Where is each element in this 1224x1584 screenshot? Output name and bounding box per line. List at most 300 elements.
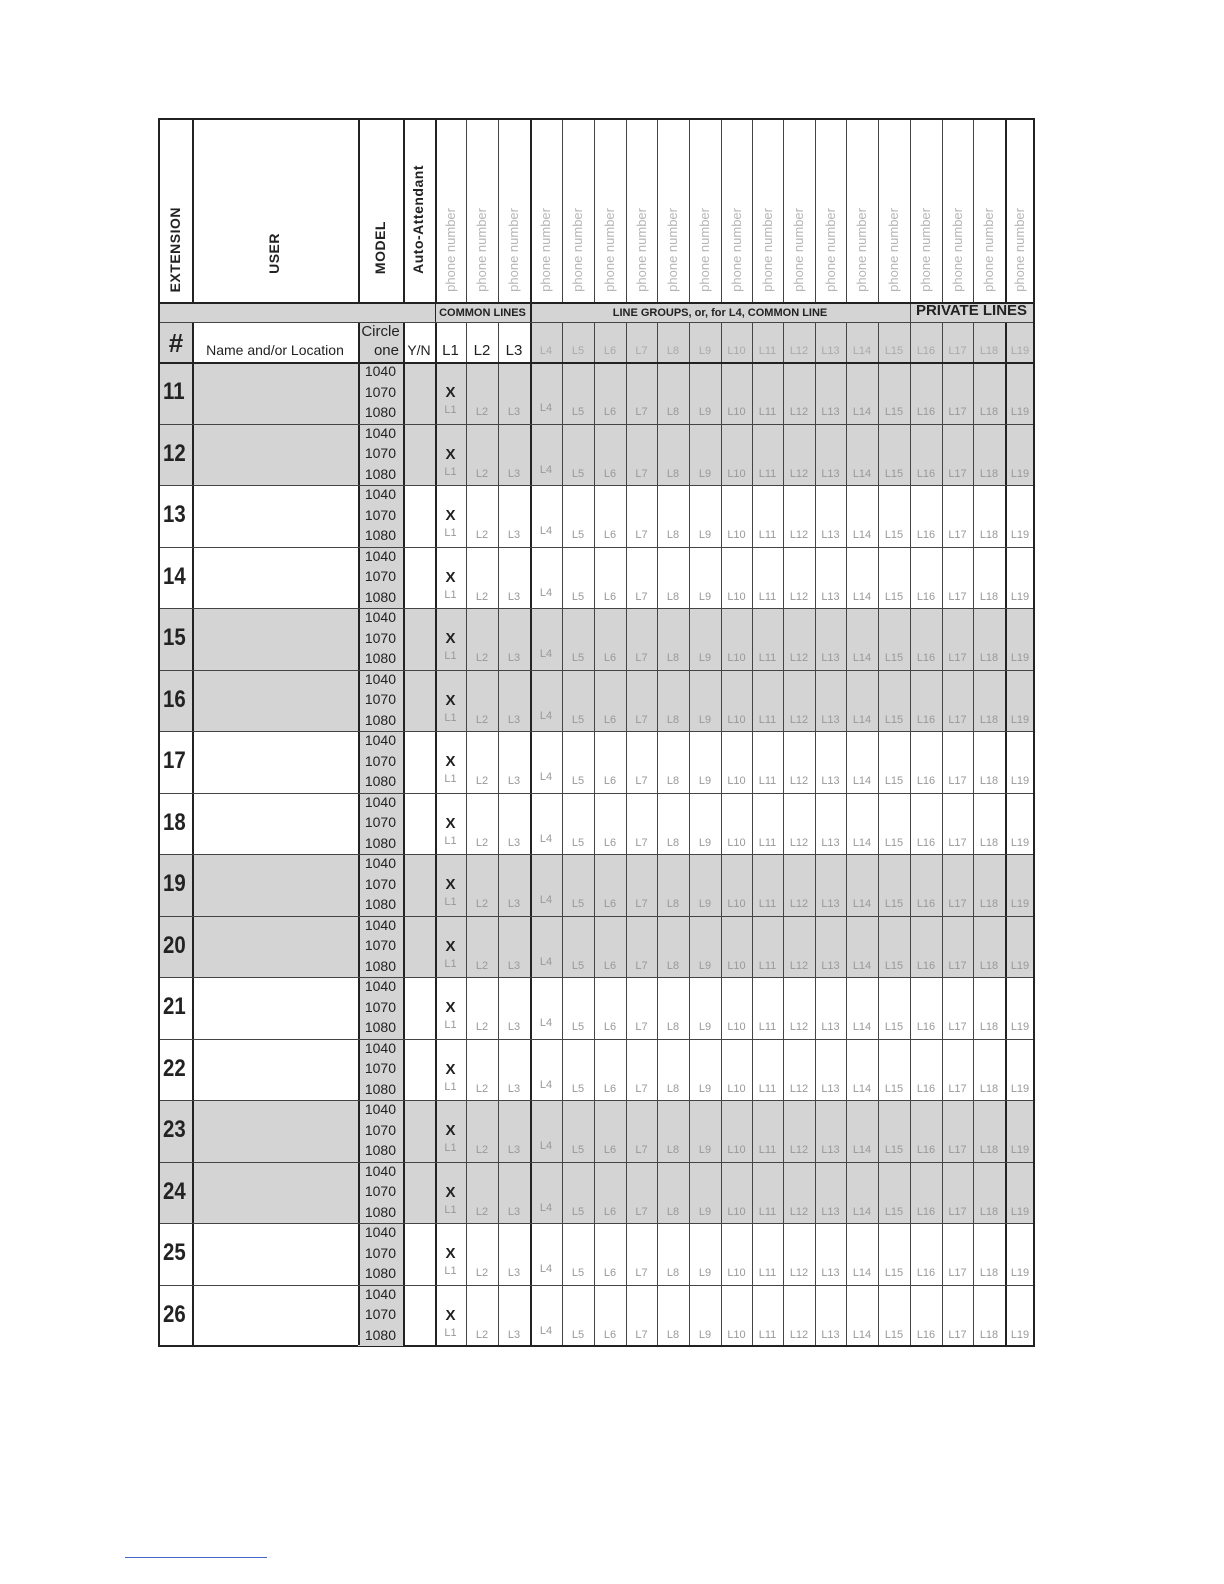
- line-cell-l8[interactable]: L8: [666, 1205, 680, 1218]
- line-cell-l5[interactable]: L5: [571, 713, 585, 726]
- user-name-field[interactable]: [192, 547, 358, 609]
- line-cell-l12[interactable]: L12: [789, 1021, 809, 1033]
- line-cell-l7[interactable]: L7: [635, 713, 648, 726]
- user-name-field[interactable]: [192, 916, 358, 978]
- line-cell-l11[interactable]: L11: [758, 959, 777, 972]
- line-cell-l13[interactable]: L13: [821, 775, 840, 787]
- line-cell-l15[interactable]: L15: [884, 529, 904, 541]
- line-cell-l17[interactable]: L17: [948, 836, 967, 849]
- model-option-1040[interactable]: 1040: [364, 978, 396, 994]
- l1-mark[interactable]: X: [445, 630, 456, 647]
- auto-attendant-field[interactable]: [403, 1162, 435, 1224]
- line-cell-l1[interactable]: L1: [444, 650, 457, 662]
- line-cell-l4[interactable]: L4: [539, 648, 553, 660]
- line-cell-l2[interactable]: L2: [475, 652, 489, 664]
- line-cell-l4[interactable]: L4: [539, 525, 553, 537]
- line-cell-l11[interactable]: L11: [758, 1267, 777, 1279]
- line-cell-l14[interactable]: L14: [852, 1267, 872, 1279]
- line-cell-l2[interactable]: L2: [475, 775, 489, 787]
- line-cell-l10[interactable]: L10: [727, 590, 746, 603]
- line-cell-l13[interactable]: L13: [821, 467, 840, 480]
- line-cell-l3[interactable]: L3: [507, 836, 521, 849]
- line-cell-l3[interactable]: L3: [507, 1082, 521, 1095]
- line-cell-l17[interactable]: L17: [948, 590, 967, 603]
- line-cell-l19[interactable]: L19: [1010, 590, 1030, 603]
- model-option-1080[interactable]: 1080: [364, 1080, 396, 1097]
- line-cell-l6[interactable]: L6: [603, 1205, 617, 1218]
- line-cell-l15[interactable]: L15: [884, 652, 904, 664]
- line-cell-l5[interactable]: L5: [571, 1267, 585, 1279]
- model-option-1080[interactable]: 1080: [364, 711, 396, 728]
- line-cell-l7[interactable]: L7: [635, 1267, 648, 1279]
- line-cell-l16[interactable]: L16: [916, 836, 936, 849]
- model-option-1080[interactable]: 1080: [364, 650, 396, 666]
- line-cell-l10[interactable]: L10: [727, 652, 746, 664]
- line-cell-l13[interactable]: L13: [821, 1021, 840, 1033]
- line-cell-l15[interactable]: L15: [884, 898, 904, 910]
- line-cell-l7[interactable]: L7: [635, 652, 648, 664]
- line-cell-l15[interactable]: L15: [884, 959, 904, 972]
- l1-mark[interactable]: X: [445, 753, 456, 770]
- line-cell-l15[interactable]: L15: [884, 1205, 904, 1218]
- l1-mark[interactable]: X: [445, 1060, 456, 1078]
- line-cell-l7[interactable]: L7: [635, 1021, 648, 1033]
- model-option-1040[interactable]: 1040: [364, 1101, 396, 1117]
- line-cell-l5[interactable]: L5: [571, 1205, 585, 1218]
- model-option-1070[interactable]: 1070: [364, 445, 396, 461]
- line-cell-l6[interactable]: L6: [603, 898, 617, 910]
- line-cell-l8[interactable]: L8: [666, 1267, 680, 1279]
- line-cell-l9[interactable]: L9: [698, 590, 712, 603]
- line-cell-l10[interactable]: L10: [727, 1205, 746, 1218]
- line-cell-l12[interactable]: L12: [789, 775, 809, 787]
- model-option-1080[interactable]: 1080: [364, 1142, 396, 1158]
- line-cell-l4[interactable]: L4: [539, 771, 553, 783]
- line-cell-l8[interactable]: L8: [666, 1328, 680, 1341]
- line-cell-l1[interactable]: L1: [444, 527, 457, 539]
- line-cell-l16[interactable]: L16: [916, 1328, 936, 1341]
- model-option-1080[interactable]: 1080: [364, 834, 396, 851]
- line-cell-l9[interactable]: L9: [698, 775, 712, 787]
- line-cell-l12[interactable]: L12: [789, 1328, 809, 1341]
- line-cell-l5[interactable]: L5: [571, 1082, 585, 1095]
- line-cell-l13[interactable]: L13: [821, 1082, 840, 1095]
- line-cell-l14[interactable]: L14: [852, 1082, 872, 1095]
- line-cell-l18[interactable]: L18: [979, 1267, 999, 1279]
- auto-attendant-field[interactable]: [403, 916, 435, 978]
- line-cell-l9[interactable]: L9: [698, 1267, 712, 1279]
- l1-mark[interactable]: X: [445, 691, 456, 709]
- line-cell-l2[interactable]: L2: [475, 590, 489, 603]
- line-cell-l13[interactable]: L13: [821, 898, 840, 910]
- auto-attendant-field[interactable]: [403, 547, 435, 609]
- line-cell-l16[interactable]: L16: [916, 1082, 936, 1095]
- line-cell-l10[interactable]: L10: [727, 836, 746, 849]
- line-cell-l15[interactable]: L15: [884, 406, 904, 418]
- auto-attendant-field[interactable]: [403, 1285, 435, 1347]
- line-cell-l1[interactable]: L1: [444, 404, 457, 416]
- line-cell-l6[interactable]: L6: [603, 959, 617, 972]
- line-cell-l13[interactable]: L13: [821, 1144, 840, 1156]
- user-name-field[interactable]: [192, 1039, 358, 1101]
- user-name-field[interactable]: [192, 362, 358, 424]
- line-cell-l3[interactable]: L3: [507, 529, 521, 541]
- line-cell-l2[interactable]: L2: [475, 467, 489, 480]
- line-cell-l14[interactable]: L14: [852, 713, 872, 726]
- line-cell-l8[interactable]: L8: [666, 652, 680, 664]
- user-name-field[interactable]: [192, 793, 358, 855]
- line-cell-l9[interactable]: L9: [698, 1021, 712, 1033]
- line-cell-l18[interactable]: L18: [979, 590, 999, 603]
- line-cell-l11[interactable]: L11: [758, 652, 777, 664]
- line-cell-l17[interactable]: L17: [948, 898, 967, 910]
- auto-attendant-field[interactable]: [403, 1223, 435, 1285]
- line-cell-l7[interactable]: L7: [635, 959, 648, 972]
- l1-mark[interactable]: X: [445, 568, 456, 586]
- line-cell-l5[interactable]: L5: [571, 898, 585, 910]
- line-cell-l4[interactable]: L4: [539, 832, 553, 845]
- line-cell-l4[interactable]: L4: [539, 955, 553, 968]
- line-cell-l2[interactable]: L2: [475, 1328, 489, 1341]
- line-cell-l2[interactable]: L2: [475, 898, 489, 910]
- line-cell-l5[interactable]: L5: [571, 652, 585, 664]
- auto-attendant-field[interactable]: [403, 1039, 435, 1101]
- line-cell-l4[interactable]: L4: [539, 709, 553, 722]
- line-cell-l4[interactable]: L4: [539, 1201, 553, 1214]
- line-cell-l17[interactable]: L17: [948, 1144, 967, 1156]
- line-cell-l14[interactable]: L14: [852, 959, 872, 972]
- line-cell-l15[interactable]: L15: [884, 1267, 904, 1279]
- line-cell-l11[interactable]: L11: [758, 1328, 777, 1341]
- line-cell-l12[interactable]: L12: [789, 1267, 809, 1279]
- line-cell-l11[interactable]: L11: [758, 775, 777, 787]
- line-cell-l17[interactable]: L17: [948, 467, 967, 480]
- line-cell-l4[interactable]: L4: [539, 1263, 553, 1275]
- line-cell-l1[interactable]: L1: [444, 773, 457, 785]
- auto-attendant-field[interactable]: [403, 362, 435, 424]
- line-cell-l10[interactable]: L10: [727, 1267, 746, 1279]
- line-cell-l15[interactable]: L15: [884, 1082, 904, 1095]
- line-cell-l16[interactable]: L16: [916, 467, 936, 480]
- line-cell-l5[interactable]: L5: [571, 406, 585, 418]
- line-cell-l11[interactable]: L11: [758, 713, 777, 726]
- line-cell-l3[interactable]: L3: [507, 1205, 521, 1218]
- line-cell-l9[interactable]: L9: [698, 959, 712, 972]
- line-cell-l9[interactable]: L9: [698, 1144, 712, 1156]
- line-cell-l15[interactable]: L15: [884, 590, 904, 603]
- model-option-1040[interactable]: 1040: [364, 424, 396, 441]
- line-cell-l8[interactable]: L8: [666, 467, 680, 480]
- line-cell-l1[interactable]: L1: [444, 711, 457, 724]
- model-option-1070[interactable]: 1070: [364, 875, 396, 892]
- line-cell-l4[interactable]: L4: [539, 463, 553, 476]
- line-cell-l5[interactable]: L5: [571, 529, 585, 541]
- line-cell-l16[interactable]: L16: [916, 1267, 936, 1279]
- model-option-1080[interactable]: 1080: [364, 773, 396, 789]
- line-cell-l8[interactable]: L8: [666, 406, 680, 418]
- line-cell-l7[interactable]: L7: [635, 467, 648, 480]
- line-cell-l12[interactable]: L12: [789, 1205, 809, 1218]
- line-cell-l11[interactable]: L11: [758, 1205, 777, 1218]
- line-cell-l10[interactable]: L10: [727, 1082, 746, 1095]
- line-cell-l14[interactable]: L14: [852, 406, 872, 418]
- line-cell-l12[interactable]: L12: [789, 590, 809, 603]
- line-cell-l2[interactable]: L2: [475, 959, 489, 972]
- line-cell-l1[interactable]: L1: [444, 834, 457, 847]
- model-option-1070[interactable]: 1070: [364, 1183, 396, 1199]
- line-cell-l8[interactable]: L8: [666, 590, 680, 603]
- user-name-field[interactable]: [192, 424, 358, 486]
- line-cell-l12[interactable]: L12: [789, 652, 809, 664]
- line-cell-l12[interactable]: L12: [789, 898, 809, 910]
- user-name-field[interactable]: [192, 608, 358, 670]
- line-cell-l19[interactable]: L19: [1010, 406, 1030, 418]
- line-cell-l7[interactable]: L7: [635, 1328, 648, 1341]
- auto-attendant-field[interactable]: [403, 424, 435, 486]
- line-cell-l15[interactable]: L15: [884, 836, 904, 849]
- user-name-field[interactable]: [192, 854, 358, 916]
- line-cell-l3[interactable]: L3: [507, 1144, 521, 1156]
- line-cell-l11[interactable]: L11: [758, 1144, 777, 1156]
- model-option-1070[interactable]: 1070: [364, 1060, 396, 1076]
- l1-mark[interactable]: X: [445, 937, 456, 955]
- line-cell-l14[interactable]: L14: [852, 1021, 872, 1033]
- line-cell-l4[interactable]: L4: [539, 402, 553, 414]
- line-cell-l17[interactable]: L17: [948, 529, 967, 541]
- line-cell-l16[interactable]: L16: [916, 775, 936, 787]
- line-cell-l14[interactable]: L14: [852, 836, 872, 849]
- line-cell-l13[interactable]: L13: [821, 406, 840, 418]
- auto-attendant-field[interactable]: [403, 793, 435, 855]
- line-cell-l18[interactable]: L18: [979, 529, 999, 541]
- model-option-1040[interactable]: 1040: [364, 363, 396, 379]
- model-option-1070[interactable]: 1070: [364, 1306, 396, 1322]
- line-cell-l17[interactable]: L17: [948, 959, 967, 972]
- line-cell-l5[interactable]: L5: [571, 775, 585, 787]
- model-option-1070[interactable]: 1070: [364, 691, 396, 707]
- line-cell-l14[interactable]: L14: [852, 652, 872, 664]
- auto-attendant-field[interactable]: [403, 485, 435, 547]
- line-cell-l4[interactable]: L4: [539, 1140, 553, 1152]
- line-cell-l1[interactable]: L1: [444, 1142, 457, 1154]
- line-cell-l12[interactable]: L12: [789, 1082, 809, 1095]
- line-cell-l16[interactable]: L16: [916, 713, 936, 726]
- line-cell-l10[interactable]: L10: [727, 1144, 746, 1156]
- line-cell-l18[interactable]: L18: [979, 1328, 999, 1341]
- line-cell-l19[interactable]: L19: [1010, 529, 1030, 541]
- line-cell-l3[interactable]: L3: [507, 467, 521, 480]
- model-option-1070[interactable]: 1070: [364, 506, 396, 523]
- line-cell-l9[interactable]: L9: [698, 713, 712, 726]
- line-cell-l19[interactable]: L19: [1010, 1205, 1030, 1218]
- line-cell-l16[interactable]: L16: [916, 406, 936, 418]
- model-option-1070[interactable]: 1070: [364, 383, 396, 400]
- line-cell-l11[interactable]: L11: [758, 406, 777, 418]
- model-option-1080[interactable]: 1080: [364, 1326, 396, 1343]
- line-cell-l12[interactable]: L12: [789, 467, 809, 480]
- model-option-1080[interactable]: 1080: [364, 465, 396, 482]
- line-cell-l5[interactable]: L5: [571, 836, 585, 849]
- model-option-1040[interactable]: 1040: [364, 486, 396, 502]
- model-option-1070[interactable]: 1070: [364, 1121, 396, 1138]
- line-cell-l19[interactable]: L19: [1010, 775, 1030, 787]
- line-cell-l14[interactable]: L14: [852, 467, 872, 480]
- line-cell-l17[interactable]: L17: [948, 1205, 967, 1218]
- line-cell-l10[interactable]: L10: [727, 898, 746, 910]
- line-cell-l3[interactable]: L3: [507, 898, 521, 910]
- line-cell-l7[interactable]: L7: [635, 1082, 648, 1095]
- line-cell-l2[interactable]: L2: [475, 1267, 489, 1279]
- line-cell-l7[interactable]: L7: [635, 1205, 648, 1218]
- line-cell-l8[interactable]: L8: [666, 713, 680, 726]
- line-cell-l7[interactable]: L7: [635, 775, 648, 787]
- auto-attendant-field[interactable]: [403, 1100, 435, 1162]
- line-cell-l8[interactable]: L8: [666, 898, 680, 910]
- line-cell-l18[interactable]: L18: [979, 1205, 999, 1218]
- line-cell-l8[interactable]: L8: [666, 836, 680, 849]
- line-cell-l15[interactable]: L15: [884, 1144, 904, 1156]
- line-cell-l11[interactable]: L11: [758, 836, 777, 849]
- line-cell-l4[interactable]: L4: [539, 1324, 553, 1337]
- line-cell-l4[interactable]: L4: [539, 894, 553, 906]
- auto-attendant-field[interactable]: [403, 670, 435, 732]
- line-cell-l13[interactable]: L13: [821, 529, 840, 541]
- line-cell-l14[interactable]: L14: [852, 590, 872, 603]
- line-cell-l6[interactable]: L6: [603, 590, 617, 603]
- line-cell-l18[interactable]: L18: [979, 959, 999, 972]
- line-cell-l1[interactable]: L1: [444, 1019, 457, 1031]
- line-cell-l7[interactable]: L7: [635, 529, 648, 541]
- line-cell-l6[interactable]: L6: [603, 529, 617, 541]
- model-option-1070[interactable]: 1070: [364, 937, 396, 953]
- line-cell-l8[interactable]: L8: [666, 1082, 680, 1095]
- line-cell-l14[interactable]: L14: [852, 1205, 872, 1218]
- line-cell-l17[interactable]: L17: [948, 1082, 967, 1095]
- line-cell-l19[interactable]: L19: [1010, 1144, 1030, 1156]
- line-cell-l6[interactable]: L6: [603, 1144, 617, 1156]
- model-option-1040[interactable]: 1040: [364, 1162, 396, 1179]
- line-cell-l19[interactable]: L19: [1010, 652, 1030, 664]
- line-cell-l12[interactable]: L12: [789, 1144, 809, 1156]
- line-cell-l9[interactable]: L9: [698, 1328, 712, 1341]
- line-cell-l13[interactable]: L13: [821, 1205, 840, 1218]
- line-cell-l12[interactable]: L12: [789, 713, 809, 726]
- line-cell-l17[interactable]: L17: [948, 406, 967, 418]
- model-option-1080[interactable]: 1080: [364, 1203, 396, 1220]
- line-cell-l7[interactable]: L7: [635, 1144, 648, 1156]
- model-option-1040[interactable]: 1040: [364, 609, 396, 625]
- l1-mark[interactable]: X: [445, 1245, 456, 1262]
- line-cell-l3[interactable]: L3: [507, 959, 521, 972]
- user-name-field[interactable]: [192, 977, 358, 1039]
- model-option-1080[interactable]: 1080: [364, 404, 396, 420]
- l1-mark[interactable]: X: [445, 1183, 456, 1201]
- line-cell-l17[interactable]: L17: [948, 713, 967, 726]
- line-cell-l2[interactable]: L2: [475, 1082, 489, 1095]
- line-cell-l16[interactable]: L16: [916, 959, 936, 972]
- line-cell-l6[interactable]: L6: [603, 775, 617, 787]
- line-cell-l16[interactable]: L16: [916, 529, 936, 541]
- model-option-1080[interactable]: 1080: [364, 896, 396, 912]
- line-cell-l1[interactable]: L1: [444, 1203, 457, 1216]
- line-cell-l15[interactable]: L15: [884, 775, 904, 787]
- user-name-field[interactable]: [192, 731, 358, 793]
- line-cell-l19[interactable]: L19: [1010, 959, 1030, 972]
- line-cell-l18[interactable]: L18: [979, 898, 999, 910]
- line-cell-l10[interactable]: L10: [727, 1328, 746, 1341]
- model-option-1040[interactable]: 1040: [364, 1224, 396, 1240]
- model-option-1040[interactable]: 1040: [364, 732, 396, 748]
- line-cell-l9[interactable]: L9: [698, 1205, 712, 1218]
- auto-attendant-field[interactable]: [403, 977, 435, 1039]
- line-cell-l14[interactable]: L14: [852, 775, 872, 787]
- line-cell-l1[interactable]: L1: [444, 1326, 457, 1339]
- line-cell-l13[interactable]: L13: [821, 959, 840, 972]
- model-option-1080[interactable]: 1080: [364, 588, 396, 605]
- line-cell-l16[interactable]: L16: [916, 1021, 936, 1033]
- line-cell-l17[interactable]: L17: [948, 1021, 967, 1033]
- line-cell-l19[interactable]: L19: [1010, 1082, 1030, 1095]
- line-cell-l10[interactable]: L10: [727, 467, 746, 480]
- line-cell-l13[interactable]: L13: [821, 590, 840, 603]
- line-cell-l8[interactable]: L8: [666, 959, 680, 972]
- model-option-1040[interactable]: 1040: [364, 793, 396, 810]
- l1-mark[interactable]: X: [445, 1122, 456, 1139]
- line-cell-l18[interactable]: L18: [979, 406, 999, 418]
- line-cell-l6[interactable]: L6: [603, 652, 617, 664]
- line-cell-l19[interactable]: L19: [1010, 713, 1030, 726]
- line-cell-l6[interactable]: L6: [603, 713, 617, 726]
- line-cell-l15[interactable]: L15: [884, 1328, 904, 1341]
- line-cell-l1[interactable]: L1: [444, 588, 457, 601]
- line-cell-l9[interactable]: L9: [698, 406, 712, 418]
- model-option-1070[interactable]: 1070: [364, 814, 396, 830]
- line-cell-l3[interactable]: L3: [507, 775, 521, 787]
- line-cell-l15[interactable]: L15: [884, 713, 904, 726]
- line-cell-l5[interactable]: L5: [571, 467, 585, 480]
- model-option-1040[interactable]: 1040: [364, 916, 396, 933]
- line-cell-l18[interactable]: L18: [979, 652, 999, 664]
- line-cell-l1[interactable]: L1: [444, 1265, 457, 1277]
- line-cell-l17[interactable]: L17: [948, 775, 967, 787]
- l1-mark[interactable]: X: [445, 876, 456, 893]
- user-name-field[interactable]: [192, 1285, 358, 1347]
- line-cell-l11[interactable]: L11: [758, 467, 777, 480]
- line-cell-l6[interactable]: L6: [603, 1082, 617, 1095]
- model-option-1070[interactable]: 1070: [364, 1244, 396, 1261]
- line-cell-l16[interactable]: L16: [916, 1205, 936, 1218]
- line-cell-l7[interactable]: L7: [635, 836, 648, 849]
- line-cell-l5[interactable]: L5: [571, 1021, 585, 1033]
- line-cell-l3[interactable]: L3: [507, 1328, 521, 1341]
- l1-mark[interactable]: X: [445, 445, 456, 463]
- line-cell-l16[interactable]: L16: [916, 1144, 936, 1156]
- line-cell-l10[interactable]: L10: [727, 713, 746, 726]
- line-cell-l6[interactable]: L6: [603, 467, 617, 480]
- line-cell-l11[interactable]: L11: [758, 1021, 777, 1033]
- line-cell-l12[interactable]: L12: [789, 406, 809, 418]
- user-name-field[interactable]: [192, 670, 358, 732]
- line-cell-l8[interactable]: L8: [666, 1021, 680, 1033]
- line-cell-l2[interactable]: L2: [475, 529, 489, 541]
- line-cell-l18[interactable]: L18: [979, 775, 999, 787]
- l1-mark[interactable]: X: [445, 384, 456, 401]
- line-cell-l6[interactable]: L6: [603, 1021, 617, 1033]
- line-cell-l9[interactable]: L9: [698, 898, 712, 910]
- model-option-1070[interactable]: 1070: [364, 629, 396, 646]
- line-cell-l12[interactable]: L12: [789, 959, 809, 972]
- user-name-field[interactable]: [192, 1223, 358, 1285]
